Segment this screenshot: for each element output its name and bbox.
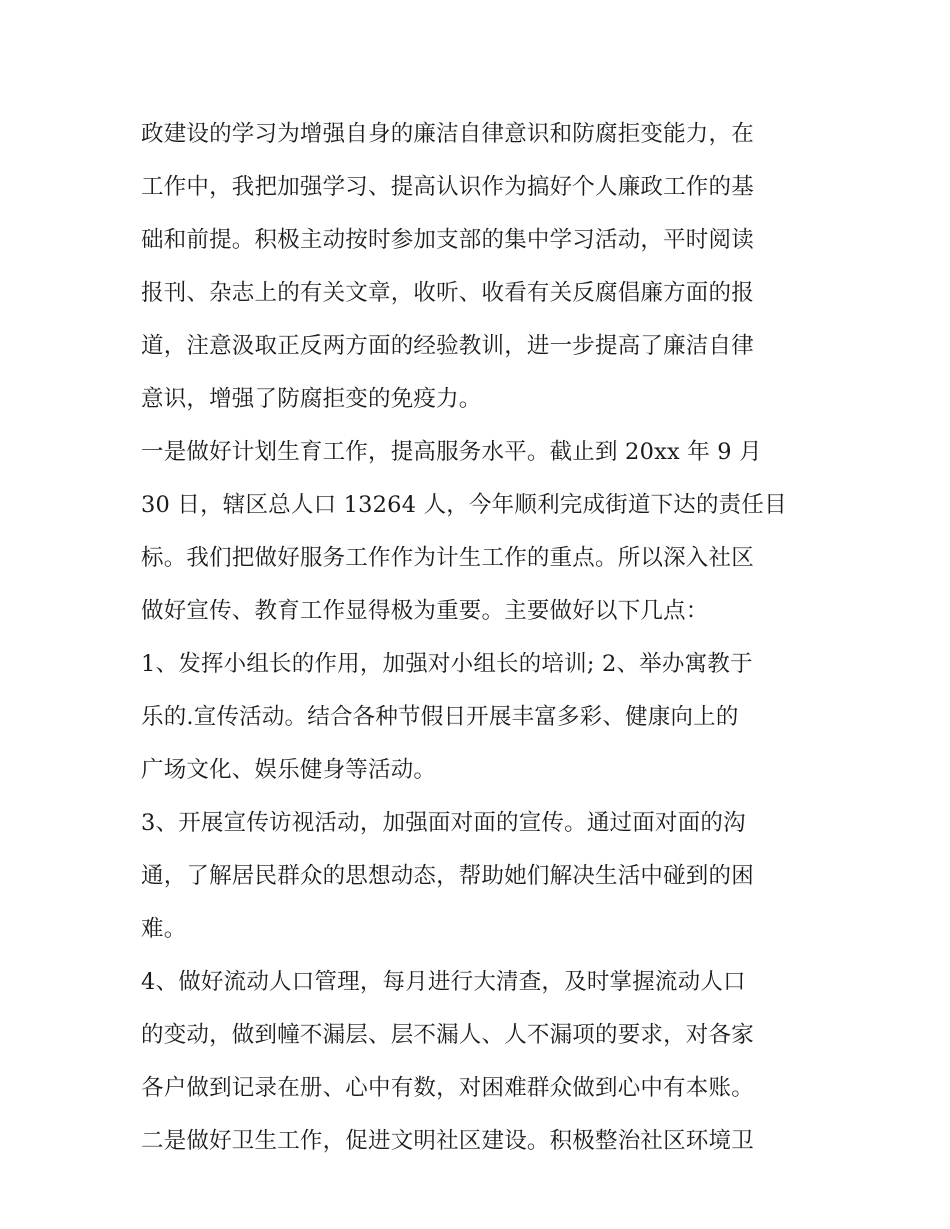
text-line: 通，了解居民群众的思想动态，帮助她们解决生活中碰到的困 (141, 863, 754, 889)
text-line: 难。 (141, 916, 187, 942)
text-line: 乐的.宣传活动。结合各种节假日开展丰富多彩、健康向上的 (141, 704, 739, 730)
text-line: 道，注意汲取正反两方面的经验教训，进一步提高了廉洁自律 (141, 333, 754, 359)
text-line: 报刊、杂志上的有关文章，收听、收看有关反腐倡廉方面的报 (141, 280, 754, 306)
text-line: 二是做好卫生工作，促进文明社区建设。积极整治社区环境卫 (141, 1128, 754, 1154)
text-line: 意识，增强了防腐拒变的免疫力。 (141, 386, 482, 412)
text-line: 础和前提。积极主动按时参加支部的集中学习活动，平时阅读 (141, 227, 754, 253)
document-body (141, 108, 821, 1168)
text-line: 做好宣传、教育工作显得极为重要。主要做好以下几点： (141, 598, 709, 624)
text-line: 广场文化、娱乐健身等活动。 (141, 757, 437, 783)
text-line: 30 日，辖区总人口 13264 人，今年顺利完成街道下达的责任目 (141, 492, 787, 518)
text-line: 的变动，做到幢不漏层、层不漏人、人不漏项的要求，对各家 (141, 1022, 754, 1048)
text-line: 政建设的学习为增强自身的廉洁自律意识和防腐拒变能力，在 (141, 121, 754, 147)
text-line: 各户做到记录在册、心中有数，对困难群众做到心中有本账。 (141, 1075, 754, 1101)
text-line: 工作中，我把加强学习、提高认识作为搞好个人廉政工作的基 (141, 174, 754, 200)
text-line: 1、发挥小组长的作用，加强对小组长的培训; 2、举办寓教于 (141, 651, 753, 677)
text-line: 标。我们把做好服务工作作为计生工作的重点。所以深入社区 (141, 545, 754, 571)
text-line: 一是做好计划生育工作，提高服务水平。截止到 20xx 年 9 月 (141, 439, 762, 465)
text-line: 4、做好流动人口管理，每月进行大清查，及时掌握流动人口 (141, 969, 746, 995)
text-line: 3、开展宣传访视活动，加强面对面的宣传。通过面对面的沟 (141, 810, 746, 836)
